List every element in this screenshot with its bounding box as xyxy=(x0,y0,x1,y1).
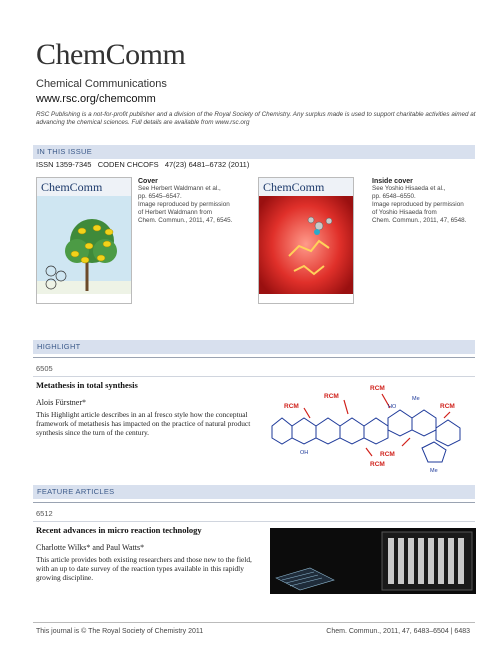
divider xyxy=(33,357,475,358)
article-title[interactable]: Recent advances in micro reaction technology xyxy=(36,525,202,535)
oh-label: OH xyxy=(300,450,309,456)
volume: 47(23) 6481–6732 (2011) xyxy=(164,160,250,169)
inside-cover-caption-line: pp. 6548–6550. xyxy=(372,193,416,200)
article-authors: Alois Fürstner* xyxy=(36,398,86,407)
journal-brand: ChemComm xyxy=(36,38,186,71)
divider xyxy=(33,502,475,503)
section-label: HIGHLIGHT xyxy=(37,342,81,351)
inside-cover-caption-line: Chem. Commun., 2011, 47, 6548. xyxy=(372,217,467,224)
rcm-label: RCM xyxy=(324,393,339,400)
page-number: 6512 xyxy=(36,509,53,518)
rcm-label: RCM xyxy=(370,461,385,468)
section-band-in-this-issue xyxy=(33,145,475,159)
inside-cover-image xyxy=(258,177,354,304)
cover-image-title: ChemComm xyxy=(37,178,131,196)
lemon-tree-illustration xyxy=(37,196,131,303)
footer-divider xyxy=(33,622,475,623)
section-band-highlight xyxy=(33,340,475,354)
me-label: Me xyxy=(412,396,420,402)
rsc-note: RSC Publishing is a not-for-profit publisher and a division of the Royal Society of Chemistry. Any surplus made is used to support charitable activities aimed at advancing the chemical sciences. Full details are available from www.rsc.org xyxy=(36,111,476,126)
cover-caption-line: pp. 6545–6547. xyxy=(138,193,182,200)
section-band-feature-articles xyxy=(33,485,475,499)
article-authors: Charlotte Wilks* and Paul Watts* xyxy=(36,543,145,552)
rcm-label: RCM xyxy=(284,403,299,410)
page-number: 6505 xyxy=(36,364,53,373)
macrolide-structure-graphic xyxy=(262,378,476,476)
inside-cover-caption-line: of Yoshio Hisaeda from xyxy=(372,209,437,216)
cover-caption-line: of Herbert Waldmann from xyxy=(138,209,212,216)
cover-caption-title: Cover xyxy=(138,178,158,185)
journal-subtitle: Chemical Communications xyxy=(36,78,167,90)
coden: CODEN CHCOFS xyxy=(97,160,159,169)
cover-caption-line: Chem. Commun., 2011, 47, 6545. xyxy=(138,217,233,224)
inside-cover-caption-line: See Yoshio Hisaeda et al., xyxy=(372,185,446,192)
section-label: FEATURE ARTICLES xyxy=(37,487,115,496)
issn: ISSN 1359-7345 xyxy=(36,160,92,169)
article-abstract: This article provides both existing researchers and those new to the field, with an up to date survey of the reaction types available in this rapidly growing discipline. xyxy=(36,555,252,582)
cover-image xyxy=(36,177,132,304)
cover-caption-line: See Herbert Waldmann et al., xyxy=(138,185,221,192)
footer-copyright: This journal is © The Royal Society of Chemistry 2011 xyxy=(36,628,204,635)
issn-line xyxy=(36,160,249,169)
rcm-label: RCM xyxy=(440,403,455,410)
cover-caption-line: Image reproduced by permission xyxy=(138,201,230,208)
divider xyxy=(33,376,475,377)
cover-caption xyxy=(138,178,238,225)
inside-cover-image-title: ChemComm xyxy=(259,178,353,196)
section-label: IN THIS ISSUE xyxy=(37,147,93,156)
journal-url[interactable]: www.rsc.org/chemcomm xyxy=(36,93,156,105)
divider xyxy=(33,521,475,522)
inside-cover-caption-title: Inside cover xyxy=(372,178,413,185)
me-label: Me xyxy=(430,468,438,474)
rcm-label: RCM xyxy=(380,451,395,458)
ho-label: HO xyxy=(388,404,397,410)
inside-cover-caption-line: Image reproduced by permission xyxy=(372,201,464,208)
article-abstract: This Highlight article describes in an al fresco style how the conceptual framework of metathesis has impacted on the practice of natural product synthesis since the turn of the century. xyxy=(36,410,251,437)
molecule-illustration xyxy=(259,196,353,303)
footer-citation: Chem. Commun., 2011, 47, 6483–6504 | 6483 xyxy=(326,628,470,635)
microreactor-photo xyxy=(270,528,476,594)
inside-cover-caption xyxy=(372,178,476,225)
rcm-label: RCM xyxy=(370,385,385,392)
article-title[interactable]: Metathesis in total synthesis xyxy=(36,380,138,390)
